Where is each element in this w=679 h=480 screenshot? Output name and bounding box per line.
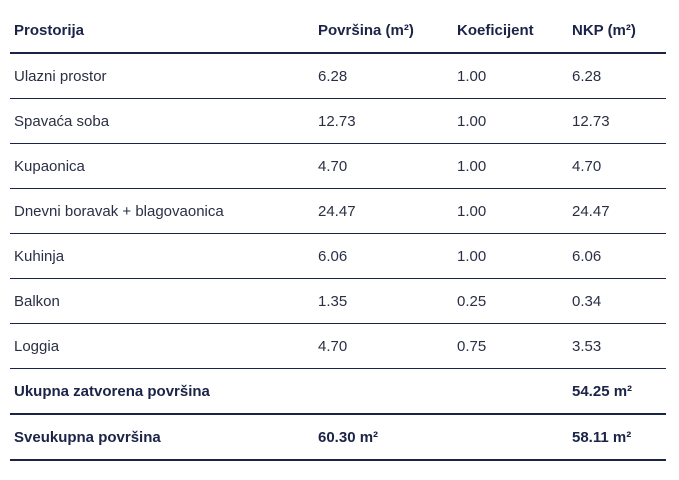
cell-nkp: 6.06 <box>568 234 666 279</box>
grand-total-label: Sveukupna površina <box>10 414 314 460</box>
cell-coefficient: 1.00 <box>453 144 568 189</box>
cell-coefficient: 1.00 <box>453 189 568 234</box>
cell-room: Ulazni prostor <box>10 53 314 99</box>
table-row <box>10 53 666 99</box>
table-row <box>10 324 666 369</box>
cell-room: Kuhinja <box>10 234 314 279</box>
cell-room: Kupaonica <box>10 144 314 189</box>
cell-area: 24.47 <box>314 189 453 234</box>
header-row <box>10 8 666 53</box>
table-row <box>10 279 666 324</box>
table-row <box>10 99 666 144</box>
cell-area: 12.73 <box>314 99 453 144</box>
table-row <box>10 234 666 279</box>
cell-nkp: 12.73 <box>568 99 666 144</box>
total-enclosed-label: Ukupna zatvorena površina <box>10 369 314 415</box>
cell-nkp: 24.47 <box>568 189 666 234</box>
cell-coefficient: 1.00 <box>453 99 568 144</box>
cell-area: 6.28 <box>314 53 453 99</box>
cell-room: Loggia <box>10 324 314 369</box>
cell-nkp: 3.53 <box>568 324 666 369</box>
cell-coefficient: 1.00 <box>453 234 568 279</box>
cell-nkp: 6.28 <box>568 53 666 99</box>
cell-area: 4.70 <box>314 144 453 189</box>
room-area-table <box>10 8 666 461</box>
cell-room: Balkon <box>10 279 314 324</box>
cell-area: 1.35 <box>314 279 453 324</box>
header-coefficient: Koeficijent <box>453 8 568 53</box>
header-nkp: NKP (m²) <box>568 8 666 53</box>
cell-nkp: 0.34 <box>568 279 666 324</box>
header-area: Površina (m²) <box>314 8 453 53</box>
total-enclosed-nkp: 54.25 m² <box>568 369 666 415</box>
total-enclosed-row <box>10 369 666 415</box>
table-header <box>10 8 666 53</box>
cell-room: Dnevni boravak + blagovaonica <box>10 189 314 234</box>
cell-coefficient: 0.75 <box>453 324 568 369</box>
cell-nkp: 4.70 <box>568 144 666 189</box>
cell-coefficient: 1.00 <box>453 53 568 99</box>
total-enclosed-coefficient <box>453 369 568 415</box>
table-body <box>10 53 666 460</box>
header-room: Prostorija <box>10 8 314 53</box>
grand-total-row <box>10 414 666 460</box>
table-row <box>10 144 666 189</box>
cell-area: 6.06 <box>314 234 453 279</box>
cell-area: 4.70 <box>314 324 453 369</box>
cell-coefficient: 0.25 <box>453 279 568 324</box>
total-enclosed-area <box>314 369 453 415</box>
cell-room: Spavaća soba <box>10 99 314 144</box>
grand-total-area: 60.30 m² <box>314 414 453 460</box>
grand-total-coefficient <box>453 414 568 460</box>
table-row <box>10 189 666 234</box>
grand-total-nkp: 58.11 m² <box>568 414 666 460</box>
